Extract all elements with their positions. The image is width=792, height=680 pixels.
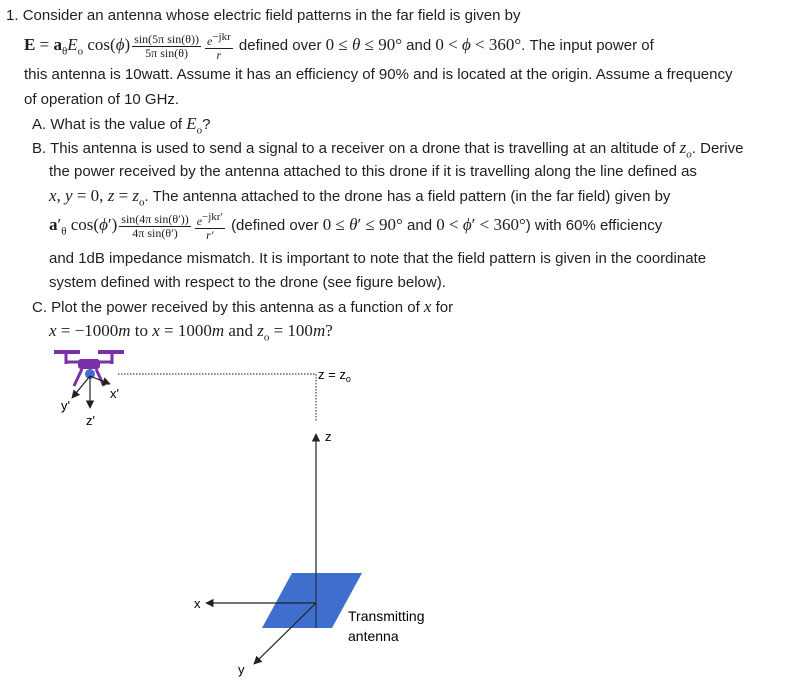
drone-range: 0 ≤ θ′ ≤ 90° xyxy=(322,215,403,234)
transmitting-label-1: Transmitting xyxy=(348,608,425,624)
and-text: and xyxy=(406,37,432,54)
part-b-line-eq: x, y = 0, $z = z_o$ xyxy=(49,186,145,209)
part-b-line-3-tail: . The antenna attached to the drone has a field pattern (in the far field) given by xyxy=(144,188,671,205)
drone-field-equation: $a'_\theta$ cos(ϕ′) $\frac{\text{sin(4π sin(θ′))}}{\text{4π sin(θ′)}}$ $\frac{e^{-jkr'}}{r'}$ xyxy=(49,210,223,242)
z-eq-zo-label: $z = z_o$ xyxy=(318,367,351,384)
part-c-label: C. xyxy=(32,299,47,316)
field-equation: $E = a_\theta E_o$ cos(ϕ) $\frac{\text{sin(5π sin(θ))}}{\text{5π sin(θ)}}$ $\frac{e^{-jkr}}{r}$ xyxy=(24,30,231,62)
part-b-line-2: the power received by the antenna attached to this drone if it is travelling along the line defined as xyxy=(49,163,697,180)
part-c-and: and xyxy=(228,321,253,340)
z-prime-label: z' xyxy=(86,413,95,428)
x-axis-label: x xyxy=(194,596,201,611)
input-power-text: . The input power of xyxy=(521,37,654,54)
part-b-label: B. xyxy=(32,140,47,157)
problem-line-3: this antenna is 10watt. Assume it has an efficiency of 90% and is located at the origin. Assume a frequency xyxy=(24,66,733,83)
part-c-text-1-tail: for xyxy=(435,299,454,316)
transmitting-label-2: antenna xyxy=(348,628,399,644)
y-axis-label: y xyxy=(238,662,245,677)
phi-range: 0 < ϕ < 360° xyxy=(435,35,522,54)
part-b-text-1: This antenna is used to send a signal to a receiver on a drone that is travelling at an altitude of xyxy=(50,140,676,157)
part-a-tail: ? xyxy=(202,116,211,133)
part-b-and: and xyxy=(407,217,433,234)
part-c-to: to xyxy=(134,321,148,340)
part-c-range: x = −1000m to x = 1000m and $z_o = 100m$? xyxy=(49,321,333,344)
drone-icon xyxy=(54,352,124,386)
part-b-line-5: and 1dB impedance mismatch. It is important to note that the field pattern is given in the coordinate xyxy=(49,250,707,267)
x-prime-label: x' xyxy=(110,386,119,401)
part-c-q: ? xyxy=(325,321,333,340)
defined-over-text: defined over xyxy=(238,37,322,54)
theta-range: 0 ≤ θ ≤ 90° xyxy=(325,35,402,54)
part-c-text-1: Plot the power received by this antenna as a function of xyxy=(51,299,420,316)
part-b-defined-over: (defined over xyxy=(231,217,319,234)
part-b-zo: $z_o$ xyxy=(679,138,692,161)
part-b-line-6: system defined with respect to the drone (see figure below). xyxy=(49,274,446,291)
z-axis-label: z xyxy=(325,429,332,444)
transmitting-antenna-plane xyxy=(262,573,362,628)
part-b-with-eff: ) with 60% efficiency xyxy=(525,217,663,234)
drone-phi-range: 0 < ϕ′ < 360° xyxy=(436,215,526,234)
part-c-var: x xyxy=(423,297,432,316)
part-a-label: A. xyxy=(32,116,47,133)
y-prime-label: y' xyxy=(61,398,70,413)
part-b-text-1-tail: . Derive xyxy=(691,140,744,157)
part-a-text: What is the value of xyxy=(50,116,183,133)
problem-number: 1. xyxy=(6,7,19,24)
part-a-var: $E_o$ xyxy=(186,114,203,137)
problem-line-4: of operation of 10 GHz. xyxy=(24,91,180,108)
y-prime-axis xyxy=(72,376,90,398)
problem-intro: Consider an antenna whose electric field patterns in the far field is given by xyxy=(22,7,521,24)
